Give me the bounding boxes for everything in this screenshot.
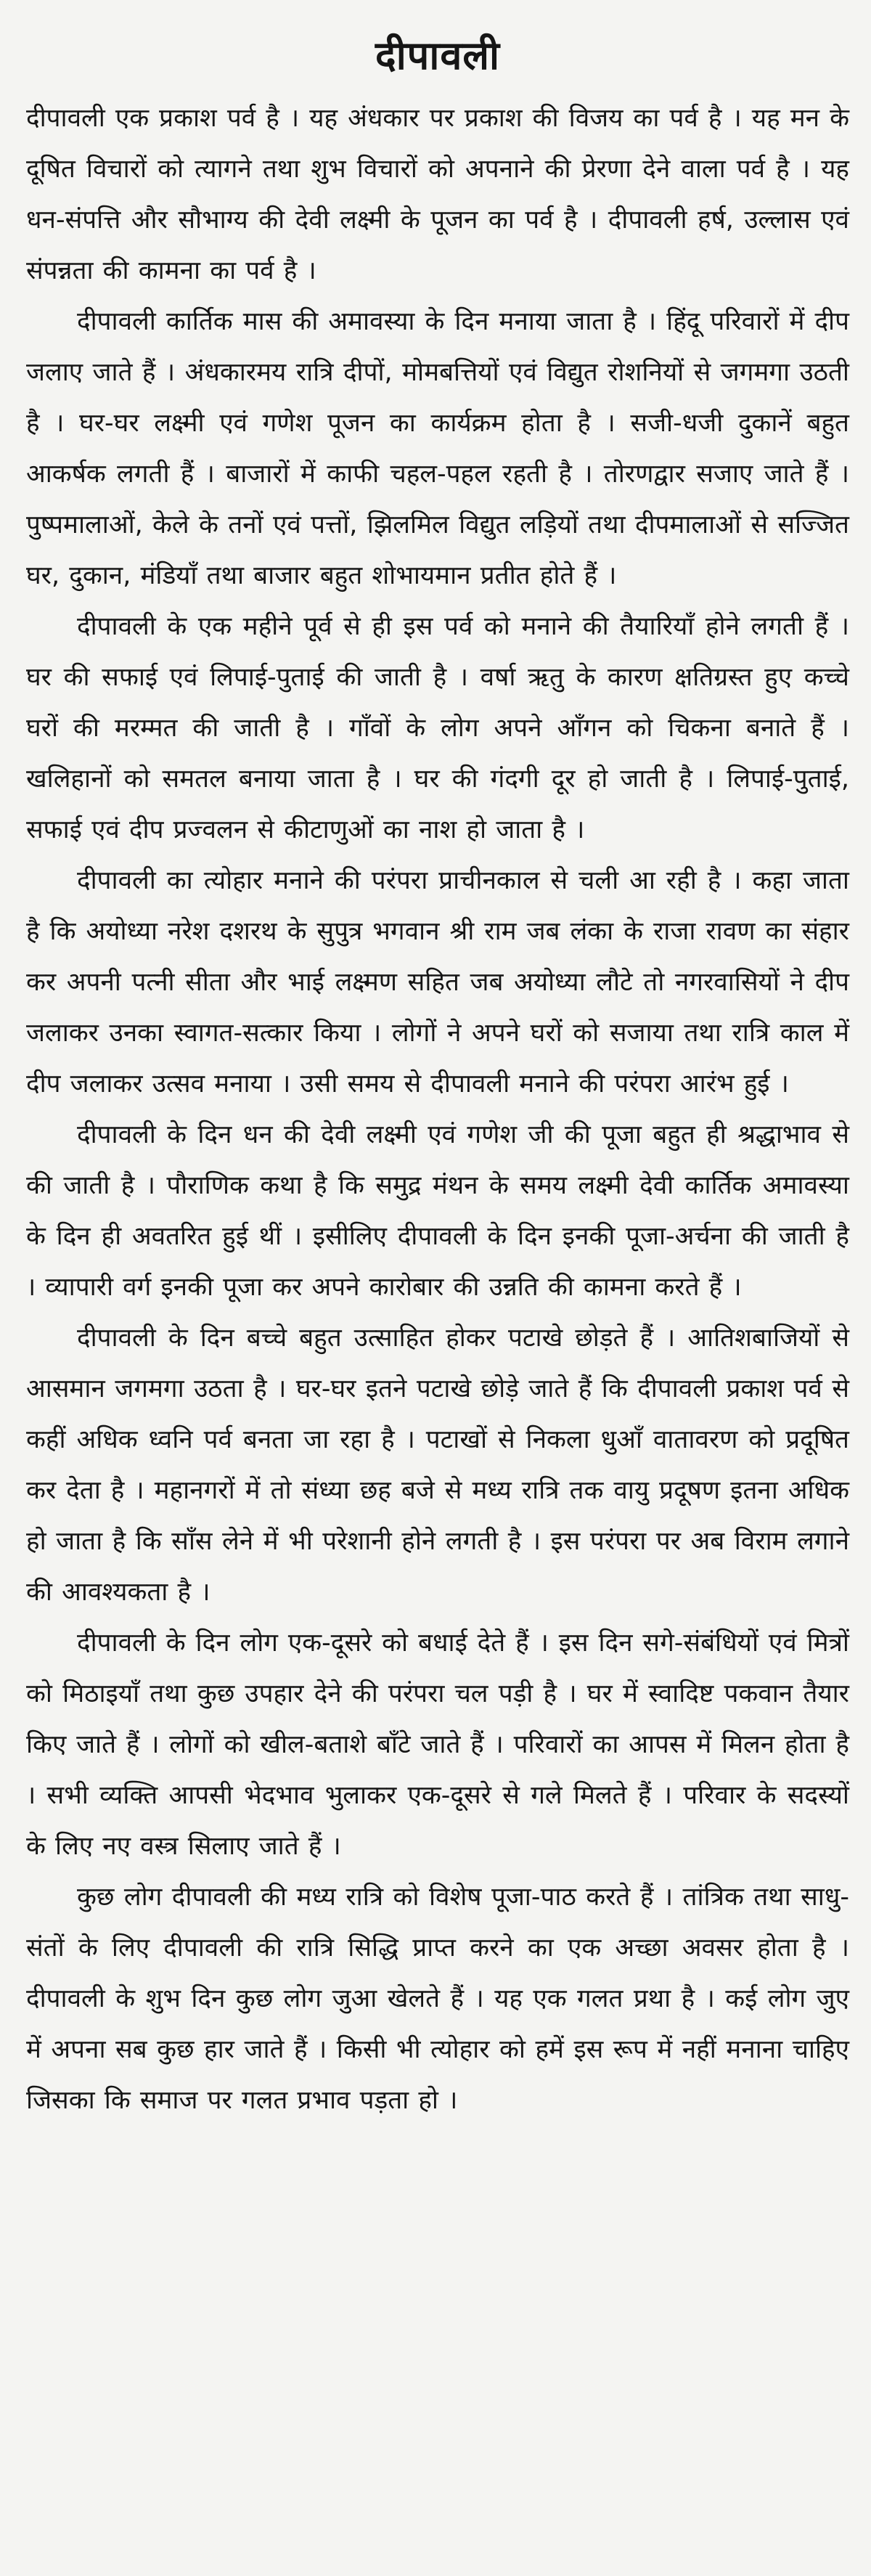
paragraph-intro: दीपावली एक प्रकाश पर्व है । यह अंधकार पर प्रकाश की विजय का पर्व है । यह मन के दूषित विचारों को त्यागने तथा शुभ विचारों को अपनाने की प्रेरणा देने वाला पर्व है । यह धन-संपत्ति और सौभाग्य की देवी लक्ष्मी के पूजन का पर्व है । दीपावली हर्ष, उल्लास एवं संपन्नता की कामना का पर्व है । [26,104,849,285]
paragraph-lakshmi-puja: दीपावली के दिन धन की देवी लक्ष्मी एवं गणेश जी की पूजा बहुत ही श्रद्धाभाव से की जाती है । पौराणिक कथा है कि समुद्र मंथन के समय लक्ष्मी देवी कार्तिक अमावस्या के दिन ही अवतरित हुई थीं । इसीलिए दीपावली के दिन इनकी पूजा-अर्चना की जाती है । व्यापारी वर्ग इनकी पूजा कर अपने कारोबार की उन्नति की कामना करते हैं । [26,1120,849,1302]
essay-title: दीपावली [375,32,500,78]
paragraph-gambling: कुछ लोग दीपावली की मध्य रात्रि को विशेष पूजा-पाठ करते हैं । तांत्रिक तथा साधु-संतों के लिए दीपावली की रात्रि सिद्धि प्राप्त करने का एक अच्छा अवसर होता है । दीपावली के शुभ दिन कुछ लोग जुआ खेलते हैं । यह एक गलत प्रथा है । कई लोग जुए में अपना सब कुछ हार जाते हैं । किसी भी त्योहार को हमें इस रूप में नहीं मनाना चाहिए जिसका कि समाज पर गलत प्रभाव पड़ता हो । [26,1883,849,2115]
paragraph-preparation: दीपावली के एक महीने पूर्व से ही इस पर्व को मनाने की तैयारियाँ होने लगती हैं । घर की सफाई एवं लिपाई-पुताई की जाती है । वर्षा ऋतु के कारण क्षतिग्रस्त हुए कच्चे घरों की मरम्मत की जाती है । गाँवों के लोग अपने आँगन को चिकना बनाते हैं । खलिहानों को समतल बनाया जाता है । घर की गंदगी दूर हो जाती है । लिपाई-पुताई, सफाई एवं दीप प्रज्वलन से कीटाणुओं का नाश हो जाता है । [26,612,849,844]
paragraph-firecrackers: दीपावली के दिन बच्चे बहुत उत्साहित होकर पटाखे छोड़ते हैं । आतिशबाजियों से आसमान जगमगा उठता है । घर-घर इतने पटाखे छोड़े जाते हैं कि दीपावली प्रकाश पर्व से कहीं अधिक ध्वनि पर्व बनता जा रहा है । पटाखों से निकला धुआँ वातावरण को प्रदूषित कर देता है । महानगरों में तो संध्या छह बजे से मध्य रात्रि तक वायु प्रदूषण इतना अधिक हो जाता है कि साँस लेने में भी परेशानी होने लगती है । इस परंपरा पर अब विराम लगाने की आवश्यकता है । [26,1324,849,1607]
paragraph-history: दीपावली का त्योहार मनाने की परंपरा प्राचीनकाल से चली आ रही है । कहा जाता है कि अयोध्या नरेश दशरथ के सुपुत्र भगवान श्री राम जब लंका के राजा रावण का संहार कर अपनी पत्नी सीता और भाई लक्ष्मण सहित जब अयोध्या लौटे तो नगरवासियों ने दीप जलाकर उनका स्वागत-सत्कार किया । लोगों ने अपने घरों को सजाया तथा रात्रि काल में दीप जलाकर उत्सव मनाया । उसी समय से दीपावली मनाने की परंपरा आरंभ हुई । [26,866,849,1099]
paragraph-celebration: दीपावली कार्तिक मास की अमावस्या के दिन मनाया जाता है । हिंदू परिवारों में दीप जलाए जाते हैं । अंधकारमय रात्रि दीपों, मोमबत्तियों एवं विद्युत रोशनियों से जगमगा उठती है । घर-घर लक्ष्मी एवं गणेश पूजन का कार्यक्रम होता है । सजी-धजी दुकानें बहुत आकर्षक लगती हैं । बाजारों में काफी चहल-पहल रहती है । तोरणद्वार सजाए जाते हैं । पुष्पमालाओं, केले के तनों एवं पत्तों, झिलमिल विद्युत लड़ियों तथा दीपमालाओं से सज्जित घर, दुकान, मंडियाँ तथा बाजार बहुत शोभायमान प्रतीत होते हैं । [26,307,849,590]
paragraph-greetings: दीपावली के दिन लोग एक-दूसरे को बधाई देते हैं । इस दिन सगे-संबंधियों एवं मित्रों को मिठाइयाँ तथा कुछ उपहार देने की परंपरा चल पड़ी है । घर में स्वादिष्ट पकवान तैयार किए जाते हैं । लोगों को खील-बताशे बाँटे जाते हैं । परिवारों का आपस में मिलन होता है । सभी व्यक्ति आपसी भेदभाव भुलाकर एक-दूसरे से गले मिलते हैं । परिवार के सदस्यों के लिए नए वस्त्र सिलाए जाते हैं । [26,1629,849,1861]
